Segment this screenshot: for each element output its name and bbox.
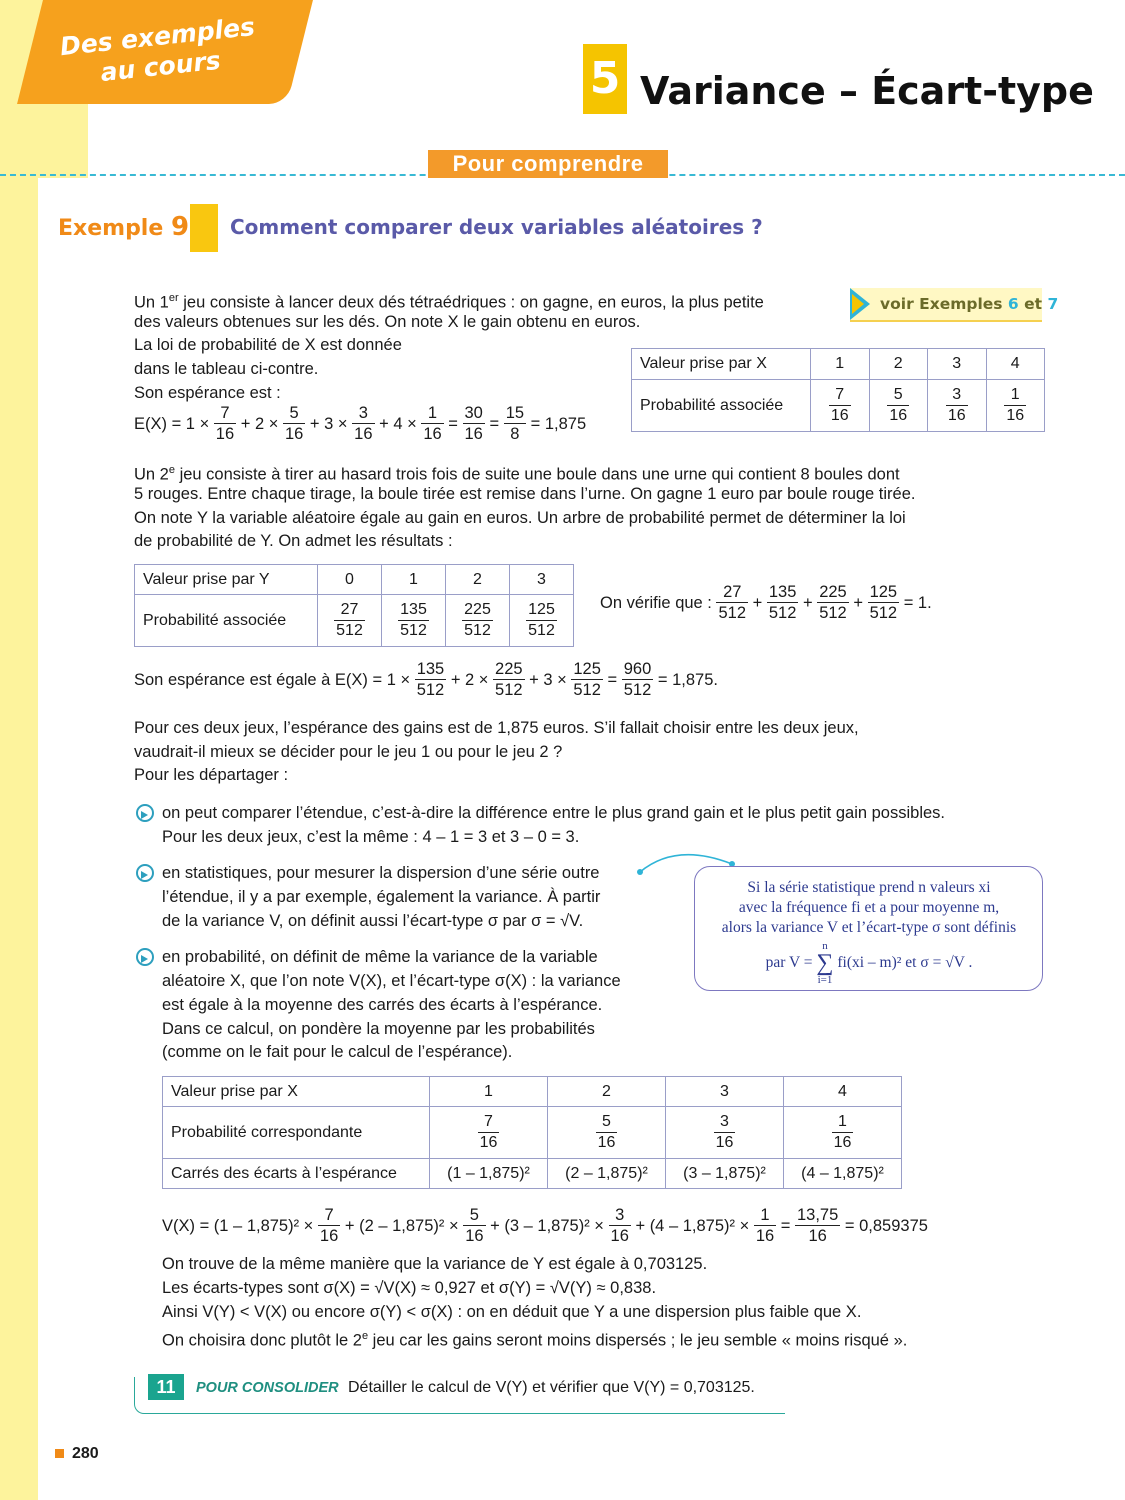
table-row-label: Valeur prise par X [632,349,811,380]
fraction: $\frac{225}{512}$ [464,601,491,639]
table-law-x [631,348,1045,432]
bullet2-line1: en statistiques, pour mesurer la dispersion d’une série outre [162,864,600,882]
table-cell: 3 [666,1077,784,1107]
expectation-x: E(X) = 1 × $\frac{7}{16}$ + 2 × $\frac{5}{16}$ + 3 × $\frac{3}{16}$ + 4 × $\frac{1}{16}$ = $\frac{30}{16}$ = $\frac{15}{8}$ = 1,875 [134,404,587,443]
para1-line3: La loi de probabilité de X est donnée [134,336,402,354]
table-cell: (4 – 1,875)² [784,1159,902,1189]
table-cell: 1 [430,1077,548,1107]
table-law-y [134,564,574,647]
fraction: $\frac{27}{512}$ [336,601,363,639]
example-number: 9 [170,212,190,242]
sigma-sum: n ∑ i=1 [816,940,834,986]
page-number: 280 [72,1445,99,1462]
fraction: $\frac{5}{16}$ [597,1113,616,1151]
bullet3-line1: en probabilité, on définit de même la variance de la variable [162,948,598,966]
see-examples-text[interactable]: voir Exemples 6 et 7 [880,295,1059,313]
fraction: $\frac{5}{16}$ [889,386,908,424]
para1-line2: des valeurs obtenues sur les dés. On note X le gain obtenu en euros. [134,313,641,331]
table-cell: 2 [548,1077,666,1107]
exercise-number-badge[interactable]: 11 [148,1374,184,1400]
table-cell: (1 – 1,875)² [430,1159,548,1189]
bullet-arrow-icon [136,948,154,966]
conclusion-line1: On trouve de la même manière que la variance de Y est égale à 0,703125. [162,1255,708,1273]
table-variance-x [162,1076,902,1189]
table-row-label: Valeur prise par Y [135,565,318,595]
table-cell: 4 [784,1077,902,1107]
bullet1-line2: Pour les deux jeux, c’est la même : 4 – 1 = 3 et 3 – 0 = 3. [162,828,580,846]
probability-check: On vérifie que : $\frac{27}{512}$ + $\frac{135}{512}$ + $\frac{225}{512}$ + $\frac{125}{512}$ = 1. [600,583,932,622]
table-cell: 3 [510,565,574,595]
consolidate-label: POUR CONSOLIDER [196,1380,339,1396]
table-cell: 2 [446,565,510,595]
consolidate-text: Détailler le calcul de V(Y) et vérifier que V(Y) = 0,703125. [348,1379,755,1396]
table-cell: (2 – 1,875)² [548,1159,666,1189]
table-cell: 1 [382,565,446,595]
fraction: $\frac{1}{16}$ [833,1113,852,1151]
variance-x-formula: V(X) = (1 – 1,875)² × $\frac{7}{16}$ + (2 – 1,875)² × $\frac{5}{16}$ + (3 – 1,875)² × $\frac{3}{16}$ + (4 – 1,875)² × $\frac{1}{16}$ = $\frac{13,75}{16}$ = 0,859375 [162,1206,928,1245]
example-title: Comment comparer deux variables aléatoires ? [230,215,763,239]
table-cell: 4 [986,349,1045,380]
conclusion-line4: On choisira donc plutôt le 2e jeu car les gains seront moins dispersés ; le jeu semble « moins risqué ». [162,1330,908,1350]
table-cell: (3 – 1,875)² [666,1159,784,1189]
fraction: $\frac{3}{16}$ [947,386,966,424]
para2-line1: Un 2e jeu consiste à tirer au hasard trois fois de suite une boule dans une urne qui contient 8 boules dont [134,464,900,484]
course-banner-text: Des exemples au cours [58,11,257,88]
expectation-y: Son espérance est égale à E(X) = 1 × $\frac{135}{512}$ + 2 × $\frac{225}{512}$ + 3 × $\frac{125}{512}$ = $\frac{960}{512}$ = 1,875. [134,660,718,699]
bullet2-line2: l’étendue, il y a par exemple, également la variance. À partir [162,888,601,906]
fraction: $\frac{1}{16}$ [1006,386,1025,424]
para2-line3: On note Y la variable aléatoire égale au gain en euros. Un arbre de probabilité permet de déterminer la loi [134,509,906,527]
para3-line1: Pour ces deux jeux, l’espérance des gains est de 1,875 euros. S’il fallait choisir entre les deux jeux, [134,719,859,737]
table-row-label: Probabilité correspondante [163,1107,430,1159]
fraction: $\frac{135}{512}$ [400,601,427,639]
para3-line3: Pour les départager : [134,766,289,784]
fraction: $\frac{7}{16}$ [479,1113,498,1151]
fraction: $\frac{3}{16}$ [715,1113,734,1151]
para2-line2: 5 rouges. Entre chaque tirage, la boule tirée est remise dans l’urne. On gagne 1 euro par boule rouge tirée. [134,485,916,503]
bullet3-line3: est égale à la moyenne des carrés des écarts à l’espérance. [162,996,603,1014]
table-row-label: Valeur prise par X [163,1077,430,1107]
table-row-label: Carrés des écarts à l’espérance [163,1159,430,1189]
pour-comprendre-tab: Pour comprendre [428,150,668,178]
page-marker [55,1449,64,1458]
bullet2-line3: de la variance V, on définit aussi l’écart-type σ par σ = √V. [162,912,584,930]
para2-line4: de probabilité de Y. On admet les résultats : [134,532,453,550]
table-cell: 1 [811,349,870,380]
table-row-label: Probabilité associée [632,380,811,432]
table-cell: 0 [318,565,382,595]
table-cell: 2 [869,349,928,380]
table-cell: 3 [928,349,987,380]
bullet3-line2: aléatoire X, que l’on note V(X), et l’écart-type σ(X) : la variance [162,972,621,990]
para1-line4: dans le tableau ci-contre. [134,360,319,378]
section-number: 5 [583,44,627,114]
bullet3-line4: Dans ce calcul, on pondère la moyenne par les probabilités [162,1020,595,1038]
table-row-label: Probabilité associée [135,595,318,647]
para1-line1: Un 1er jeu consiste à lancer deux dés tétraédriques : on gagne, en euros, la plus petite [134,292,764,312]
para1-line5: Son espérance est : [134,384,281,402]
conclusion-line2: Les écarts-types sont σ(X) = √V(X) ≈ 0,927 et σ(Y) = √V(Y) ≈ 0,838. [162,1279,657,1297]
conclusion-line3: Ainsi V(Y) < V(X) ou encore σ(Y) < σ(X) : on en déduit que Y a une dispersion plus faible que X. [162,1303,862,1321]
example-label: Exemple 9 [58,212,190,242]
fraction: $\frac{125}{512}$ [528,601,555,639]
section-title: Variance – Écart-type [640,69,1094,113]
bullet-arrow-icon [136,864,154,882]
example-marker [190,204,218,252]
bullet1-line1: on peut comparer l’étendue, c’est-à-dire la différence entre le plus grand gain et le plus petit gain possibles. [162,804,946,822]
arrow-inner-icon [852,294,864,314]
para3-line2: vaudrait-il mieux se décider pour le jeu 1 ou pour le jeu 2 ? [134,743,563,761]
bullet3-line5: (comme on le fait pour le calcul de l’espérance). [162,1043,513,1061]
fraction: $\frac{7}{16}$ [830,386,849,424]
bullet-arrow-icon [136,804,154,822]
definition-note-text: Si la série statistique prend n valeurs xi avec la fréquence fi et a pour moyenne m, alors la variance V et l’écart-type σ sont définis par V = n ∑ i=1 fi(xi – m)² et σ = √V . [721,879,1017,986]
